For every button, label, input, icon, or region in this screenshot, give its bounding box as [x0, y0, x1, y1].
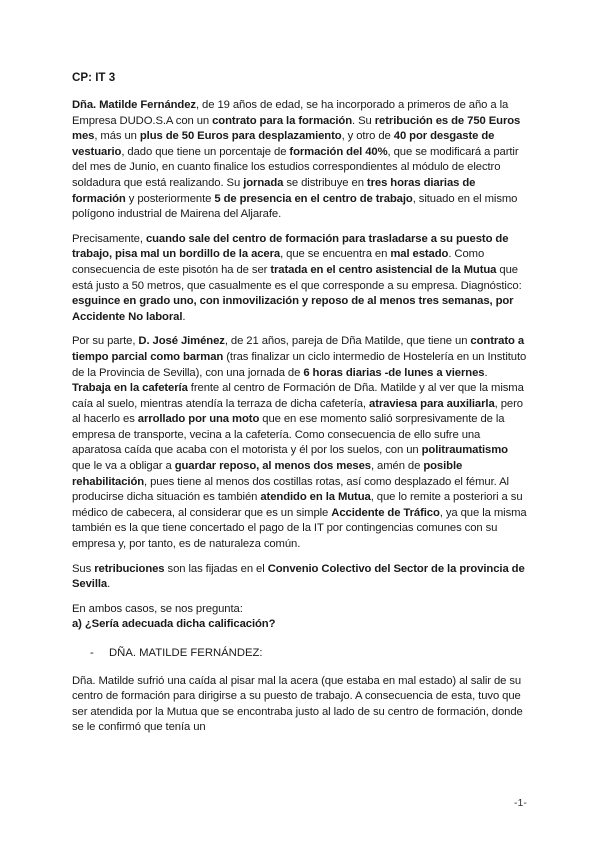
bold-text: atendido en la Mutua [260, 491, 371, 504]
text-run: que le va a obligar a [72, 460, 175, 473]
question-intro: En ambos casos, se nos pregunta: [72, 602, 243, 615]
text-run: frente al centro de Formación de Dña. Matilde y al ver que la misma caía al suelo, mientras atendía la terraza de dicha cafetería, [72, 382, 524, 410]
text-run: que está justo a 50 metros, que casualmente es el que corresponde a su empresa. Diagnóstico: [72, 263, 522, 292]
case-paragraphs [72, 98, 528, 593]
answer-paragraph: Dña. Matilde sufrió una caída al pisar mal la acera (que estaba en mal estado) al salir de su centro de formación para dirigirse a su puesto de trabajo. A consecuencia de esta, tuvo que ser atendida por la Mutua que se encontraba justo al lado de su centro de formación, donde se le confirmó que tenía un [72, 674, 523, 734]
text-run: , pero al hacerlo es [72, 397, 523, 426]
bold-text: 40 por desgaste de vestuario [72, 130, 495, 158]
bold-text: arrollado por una moto [137, 413, 260, 426]
case-paragraph [72, 232, 528, 326]
bold-text: jornada [243, 176, 284, 189]
bold-text: atraviesa para auxiliarla [369, 397, 495, 410]
text-run: (tras finalizar un ciclo intermedio de Hostelería en un Instituto de la Provincia de Sevilla), con una jornada de [72, 350, 527, 379]
bold-text: Convenio Colectivo del Sector de la provincia de Sevilla [72, 562, 525, 591]
text-run: Sus [72, 562, 95, 575]
text-run: , de 19 años de edad, se ha incorporado a primeros de año a la Empresa DUDO.S.A con un [72, 99, 509, 127]
text-run: , que se encuentra en [280, 248, 391, 261]
bold-text: tratada en el centro asistencial de la Mutua [270, 263, 497, 276]
bold-text: tres horas diarias de formación [72, 176, 476, 205]
text-run: , situado en el mismo polígono industrial de Mairena del Aljarafe. [72, 192, 518, 221]
bold-text: contrato para la formación [212, 114, 353, 127]
text-run: , pues tiene al menos dos costillas rotas, así como desplazado el fémur. Al producirse dicha situación es también [72, 475, 509, 504]
case-paragraph [72, 562, 528, 593]
case-paragraph [72, 334, 528, 552]
bold-text: formación del 40% [289, 145, 388, 158]
text-run: . Como consecuencia de este pisotón ha de ser [72, 248, 485, 276]
bold-text: D. José Jiménez [138, 335, 225, 348]
page-number: -1- [514, 797, 527, 809]
bold-text: mal estado [390, 248, 449, 261]
bold-text: retribución es de 750 Euros mes [72, 114, 521, 143]
bold-text: retribuciones [94, 562, 165, 575]
bullet-dash: - [90, 647, 94, 659]
bold-text: 5 de presencia en el centro de trabajo [214, 192, 413, 205]
question-a-text: a) ¿Sería adecuada dicha calificación? [72, 618, 276, 631]
text-run: , ya que la misma también es la que tiene concertado el pago de la IT por contingencias comunes con su empresa y, por tanto, es de naturaleza común. [72, 506, 527, 551]
text-run: , dado que tiene un porcentaje de [121, 145, 290, 158]
text-run: que en ese momento salió sorpresivamente de la empresa de transporte, vecina a la cafetería. Como consecuencia de ello sufre una aparatosa caída que acaba con el motorista y él por los suelos, con un [72, 413, 505, 457]
text-run: , de 21 años, pareja de Dña Matilde, que tiene un [224, 335, 471, 348]
text-run: son las fijadas en el [164, 562, 268, 575]
bold-text: Dña. Matilde Fernández [72, 99, 196, 111]
question-a [72, 617, 528, 633]
text-run: , más un [94, 130, 140, 143]
text-run: . Su [352, 114, 375, 127]
document-heading: CP: IT 3 [72, 71, 116, 84]
text-run: . [484, 366, 488, 379]
bullet-text: DÑA. MATILDE FERNÁNDEZ: [109, 647, 263, 659]
text-run: . [107, 578, 111, 591]
bold-text: 6 horas diarias -de lunes a viernes [303, 366, 485, 379]
bold-text: plus de 50 Euros para desplazamiento [139, 130, 342, 143]
bold-text: guardar reposo, al menos dos meses [174, 460, 371, 473]
text-run: , que lo remite a posteriori a su médico de cabecera, al considerar que es un simple [72, 491, 523, 519]
text-run: , amén de [370, 460, 424, 473]
bullet-item [72, 646, 528, 662]
text-run: se distribuye en [283, 176, 367, 189]
bold-text: esguince en grado uno, con inmovilización y reposo de al menos tres semanas, por Accidente No laboral [72, 295, 514, 323]
bold-text: Accidente de Tráfico [331, 506, 440, 519]
bold-text: posible rehabilitación [72, 460, 463, 488]
text-run: Precisamente, [72, 232, 146, 245]
document-page [72, 70, 528, 745]
text-run: Por su parte, [72, 335, 139, 348]
text-run: . [182, 310, 186, 323]
bold-text: cuando sale del centro de formación para trasladarse a su puesto de trabajo, pisa mal un bordillo de la acera [72, 232, 509, 261]
bold-text: politraumatismo [421, 444, 508, 457]
bold-text: contrato a tiempo parcial como barman [72, 335, 525, 363]
text-run: y posteriormente [125, 192, 215, 205]
bold-text: Trabaja en la cafetería [72, 382, 188, 395]
text-run: , y otro de [341, 130, 394, 143]
text-run: , que se modificará a partir del mes de Junio, en cuanto finalice los estudios correspondientes al módulo de electro soldadura que está realizando. Su [72, 145, 519, 189]
case-paragraph [72, 98, 528, 223]
